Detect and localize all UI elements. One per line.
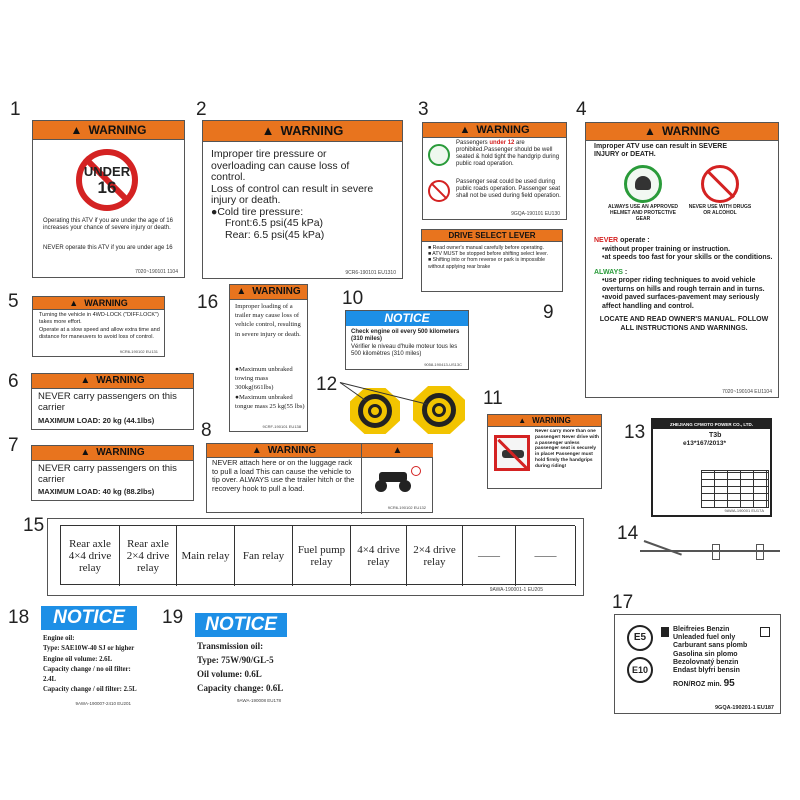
label-16-trailer-load: ▲ WARNING Improper loading of a trailer may cause loss of vehicle control, resulting in severe injury or death. ●Maximum unbraked towing mass 300kg(661lbs) ●Maximum unbraked tongue mass 25 kg(55 lbs) 9CRF-190101 EU138 [229, 284, 308, 432]
relay-cell: Fuel pump relay [293, 526, 351, 586]
atv-passenger-icon [428, 144, 450, 166]
callout-6: 6 [8, 371, 19, 392]
callout-3: 3 [418, 99, 429, 120]
label-11-passenger-limit: ▲ WARNING Never carry more than one passenger! Never drive with a passenger unless passenger seat is securely in place! Passenger must hold firmly the handgrips during riding! [487, 414, 602, 489]
e5-badge: E5 [627, 625, 653, 651]
warning-triangle-icon: ▲ [518, 416, 527, 425]
nameplate-grid [701, 470, 769, 508]
relay-cell: Fan relay [235, 526, 293, 586]
callout-10: 10 [342, 288, 364, 309]
callout-8: 8 [201, 420, 212, 441]
label-2-tire-pressure: ▲ WARNING Improper tire pressure or overloading can cause loss of control. Loss of control can result in severe injury or death. ●Cold tire pressure: Front:6.5 psi(45 kPa) Rear: 6.5 psi(45 kPa) 9CR6-190101 EU1310 [202, 120, 403, 279]
label-5-diff-lock: ▲ WARNING Turning the vehicle in 4WD-LOCK ("DIFF.LOCK") takes more effort. Operate at a slow speed and allow extra time and distance for maneuvers to avoid loss of control. 9CR6-190102 EU131 [32, 296, 165, 357]
label-1-age-warning: ▲ WARNING UNDER 16 Operating this ATV if you are under the age of 16 increases your chance of severe injury or death. NEVER operate this ATV if you are under age 16 7020~190101 1104 [32, 120, 185, 278]
label-18-engine-oil-notice: NOTICE Engine oil: Type: SAE10W-40 SJ or higher Engine oil volume: 2.6L Capacity change / no oil filter: 2.4L Capacity change / oil filter: 2.5L 9AWA-190007-2410 EU201 [43, 607, 137, 706]
label-9-drive-select-lever: DRIVE SELECT LEVER ■ Read owner's manual carefully before operating. ■ ATV MUST be stopped before shifting select lever. ■ Shifting into or from reverse or park is impossible without applying rear brake [421, 229, 563, 292]
warning-triangle-icon: ▲ [70, 123, 83, 137]
callout-7: 7 [8, 435, 19, 456]
no-drugs-icon [701, 165, 739, 203]
cable-tie-icon [640, 538, 780, 558]
prohibition-icon [494, 435, 530, 471]
label-19-transmission-oil-notice: NOTICE Transmission oil: Type: 75W/90/GL-5 Oil volume: 0.6L Capacity change: 0.6L 9AWA-190008 EU178 [195, 613, 287, 703]
callout-17: 17 [612, 592, 634, 613]
atv-tipping-icon [373, 466, 417, 492]
helmet-icon [624, 165, 662, 203]
warning-triangle-icon: ▲ [459, 124, 471, 136]
e10-badge: E10 [627, 657, 653, 683]
warning-triangle-icon: ▲ [80, 375, 91, 386]
warning-triangle-icon: ▲ [644, 124, 656, 138]
warning-triangle-icon: ▲ [251, 445, 262, 456]
relay-row [60, 525, 575, 585]
oil-hex-sticker-icon [413, 386, 465, 434]
label-3-passenger-age: ▲ WARNING Passengers under 12 are prohibited.Passenger should be well seated & hold tight the handgrip during public road operation. Passenger seat could be used during public roads operation. Passenger seat shall not be used during field operation. 9GQA-190101 EU130 [422, 122, 567, 220]
callout-1: 1 [10, 99, 21, 120]
relay-cell: Rear axle 2×4 drive relay [120, 526, 177, 586]
callout-4: 4 [576, 99, 587, 120]
callout-9: 9 [543, 302, 554, 323]
callout-12: 12 [316, 374, 338, 395]
label-6-rear-carrier-load: ▲ WARNING NEVER carry passengers on this carrier MAXIMUM LOAD: 20 kg (44.1lbs) [31, 373, 194, 430]
callout-14: 14 [617, 523, 639, 544]
book-icon [760, 627, 770, 637]
relay-cell: Main relay [177, 526, 235, 586]
label-17-fuel-type: E5 E10 Bleifreies Benzin Unleaded fuel only Carburant sans plomb Gasolina sin plomo Bezolovnatý benzin Endast blyfri bensin RON/ROZ min. 95 9GQA-190201-1 EU187 [614, 614, 781, 714]
warning-triangle-icon: ▲ [80, 447, 91, 458]
relay-cell: 2×4 drive relay [407, 526, 463, 586]
label-13-nameplate: ZHEJIANG CFMOTO POWER CO., LTD. T3b e13*167/2013* 9AWA-190001 EU17A [651, 418, 772, 517]
fuel-text-lines: Bleifreies Benzin Unleaded fuel only Carburant sans plomb Gasolina sin plomo Bezolovnatý benzin Endast blyfri bensin [673, 626, 748, 675]
label-8-luggage-rack: ▲ WARNING ▲ NEVER attach here or on the luggage rack to pull a load This can cause the vehicle to tip over. ALWAYS use the trailer hitch or the recovery hook to pull a load. 9CR6-190102 EU132 [206, 443, 433, 513]
callout-19: 19 [162, 607, 184, 628]
relay-cell: 4×4 drive relay [351, 526, 407, 586]
relay-cell: —— [463, 526, 516, 586]
label-15-relay-strip: Rear axle 4×4 drive relay Rear axle 2×4 drive relay Main relay Fan relay Fuel pump relay 4×4 drive relay 2×4 drive relay —— —— 9AWA-190001-1 EU205 [47, 518, 584, 596]
warning-triangle-icon: ▲ [69, 298, 79, 308]
callout-15: 15 [23, 515, 45, 536]
label-7-front-carrier-load: ▲ WARNING NEVER carry passengers on this carrier MAXIMUM LOAD: 40 kg (88.2lbs) [31, 445, 194, 501]
callout-11: 11 [483, 388, 503, 409]
callout-16: 16 [197, 292, 219, 313]
fuel-pump-icon [661, 627, 669, 637]
relay-cell: Rear axle 4×4 drive relay [61, 526, 120, 586]
callout-13: 13 [624, 422, 646, 443]
relay-cell: —— [516, 526, 576, 586]
callout-5: 5 [8, 291, 19, 312]
prohibition-icon: UNDER 16 [76, 149, 138, 211]
warning-triangle-icon: ▲ [236, 286, 247, 297]
callout-2: 2 [196, 99, 207, 120]
prohibition-icon [428, 180, 450, 202]
label-4-improper-use: ▲ WARNING Improper ATV use can result in SEVERE INJURY or DEATH. ALWAYS USE AN APPROVED HELMET AND PROTECTIVE GEAR NEVER USE WITH DRUGS OR ALCOHOL NEVER operate : •without proper training or instruction. •at speeds too fast for your skills or the conditions. ALWAYS : •use proper riding techniques to avoid vehicle overturns on hills and rough terrain and in turns. •avoid paved surfaces-pavement may seriously affect handling and control. LOCATE AND READ OWNER'S MANUAL. FOLLOW ALL INSTRUCTIONS AND WARNINGS. 7020~190104 EU1104 [585, 122, 779, 398]
warning-triangle-icon: ▲ [392, 445, 403, 456]
warning-triangle-icon: ▲ [261, 123, 275, 138]
label-10-oil-check-notice: NOTICE Check engine oil every 500 kilometers (310 miles) Vérifier le niveau d'huile moteur tous les 500 kilomètres (310 miles) 9058-190413-US13C [345, 310, 469, 370]
callout-18: 18 [8, 607, 30, 628]
